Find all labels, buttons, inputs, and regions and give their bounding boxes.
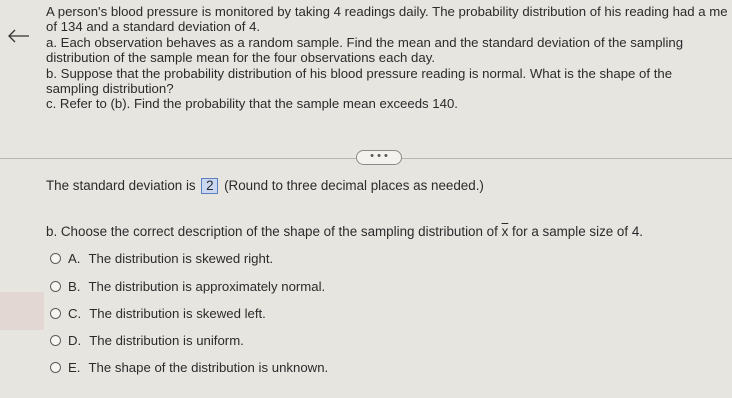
problem-line: sampling distribution? [46,81,174,97]
expand-more-button[interactable]: • • • [356,150,402,165]
option-e[interactable] [50,357,328,377]
answer-input[interactable]: 2 [201,178,218,194]
option-letter: D. [68,332,82,348]
option-letter: A. [68,250,81,266]
radio-button[interactable] [50,308,61,319]
problem-line: b. Suppose that the probability distribution of his blood pressure reading is normal. What is the shape of the [46,65,673,81]
radio-button[interactable] [50,335,61,346]
option-b[interactable] [50,276,325,296]
option-letter: B. [68,278,81,294]
option-text: The shape of the distribution is unknown. [88,359,329,375]
option-text: The distribution is uniform. [89,332,244,348]
xbar-symbol: $\overline{x}$ [501,224,509,239]
option-letter: C. [68,305,82,321]
radio-button[interactable] [50,281,61,292]
radio-button[interactable] [50,362,61,373]
problem-line: of 134 and a standard deviation of 4. [46,19,261,35]
option-text: The distribution is skewed left. [89,305,266,321]
answer-hint: (Round to three decimal places as needed.) [224,178,484,193]
option-text: The distribution is skewed right. [88,250,274,266]
problem-line: c. Refer to (b). Find the probability that the sample mean exceeds 140. [46,96,458,112]
question-b [46,224,643,239]
problem-statement [46,4,732,112]
option-c[interactable] [50,303,266,323]
option-d[interactable] [50,330,244,350]
background-tint [0,292,44,330]
option-a[interactable] [50,248,273,268]
answer-prefix: The standard deviation is [46,178,196,193]
problem-line: distribution of the sample mean for the four observations each day. [46,50,436,66]
option-letter: E. [68,359,81,375]
question-text-end: for a sample size of 4. [512,224,643,239]
problem-line: a. Each observation behaves as a random sample. Find the mean and the standard deviation of the sampling [46,34,684,50]
question-text: b. Choose the correct description of the shape of the sampling distribution of [46,224,498,239]
option-text: The distribution is approximately normal. [88,278,326,294]
problem-line: A person's blood pressure is monitored by taking 4 readings daily. The probability distribution of his reading had a me [46,4,728,19]
back-arrow-icon[interactable] [8,29,30,43]
radio-button[interactable] [50,253,61,264]
answer-line [46,178,484,194]
